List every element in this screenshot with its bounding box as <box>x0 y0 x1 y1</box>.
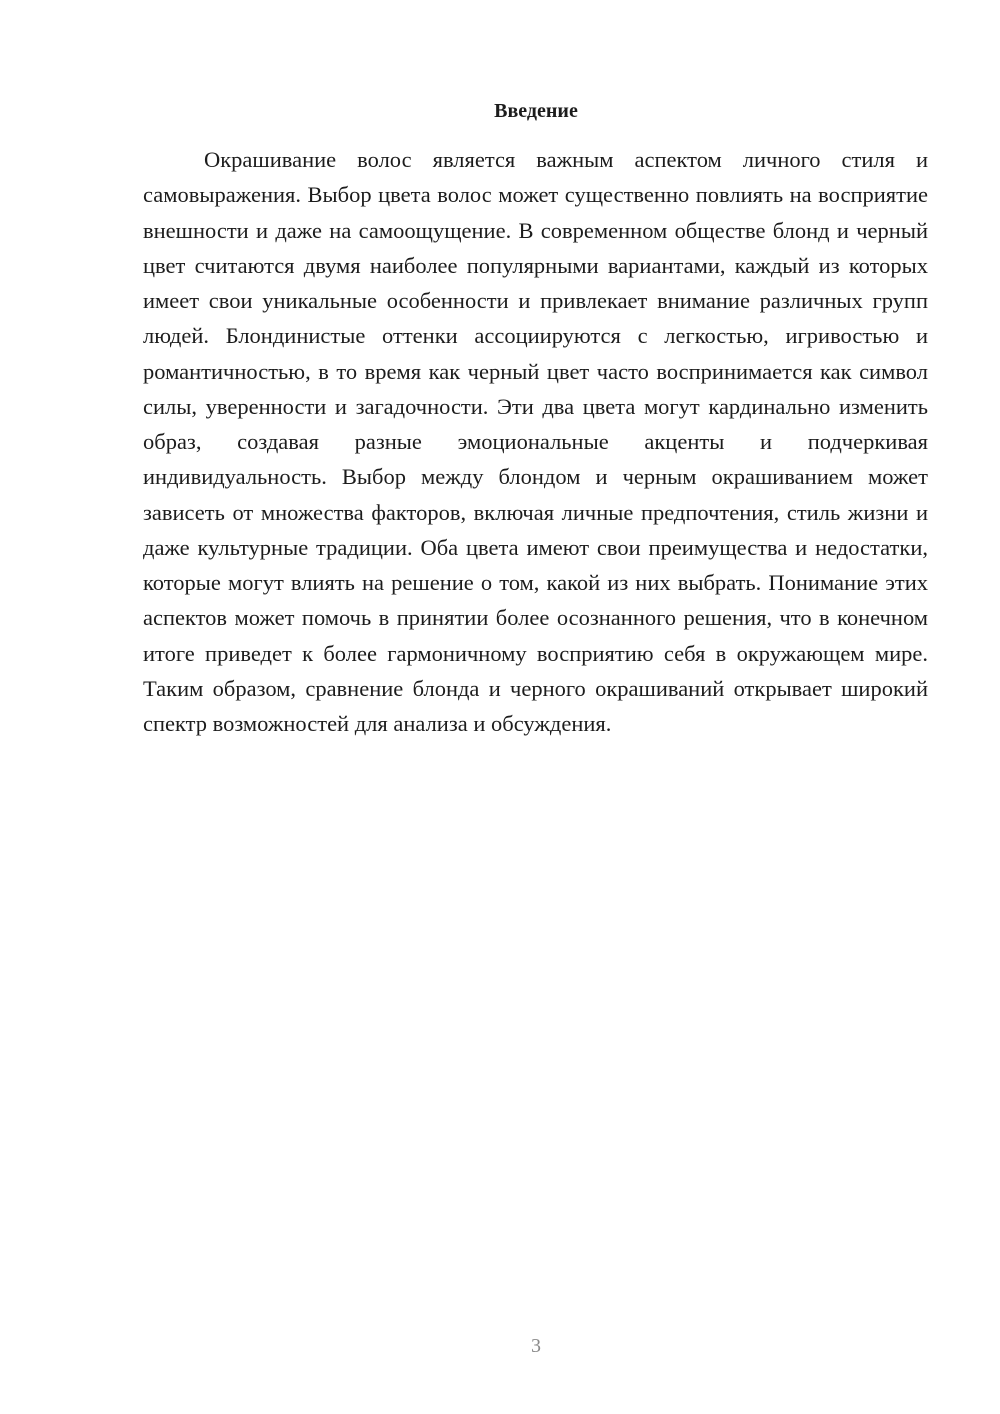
section-heading: Введение <box>494 100 578 122</box>
page-number: 3 <box>531 1335 541 1357</box>
introduction-paragraph: Окрашивание волос является важным аспектом личного стиля и самовыражения. Выбор цвета волос может существенно повлиять на восприятие внешности и даже на самоощущение. В современном обществе блонд и черный цвет считаются двумя наиболее популярными вариантами, каждый из которых имеет свои уникальные особенности и привлекает внимание различных групп людей. Блондинистые оттенки ассоциируются с легкостью, игривостью и романтичностью, в то время как черный цвет часто воспринимается как символ силы, уверенности и загадочности. Эти два цвета могут кардинально изменить образ, создавая разные эмоциональные акценты и подчеркивая индивидуальность. Выбор между блондом и черным окрашиванием может зависеть от множества факторов, включая личные предпочтения, стиль жизни и даже культурные традиции. Оба цвета имеют свои преимущества и недостатки, которые могут влиять на решение о том, какой из них выбрать. Понимание этих аспектов может помочь в принятии более осознанного решения, что в конечном итоге приведет к более гармоничному восприятию себя в окружающем мире. Таким образом, сравнение блонда и черного окрашиваний открывает широкий спектр возможностей для анализа и обсуждения. <box>143 147 928 736</box>
